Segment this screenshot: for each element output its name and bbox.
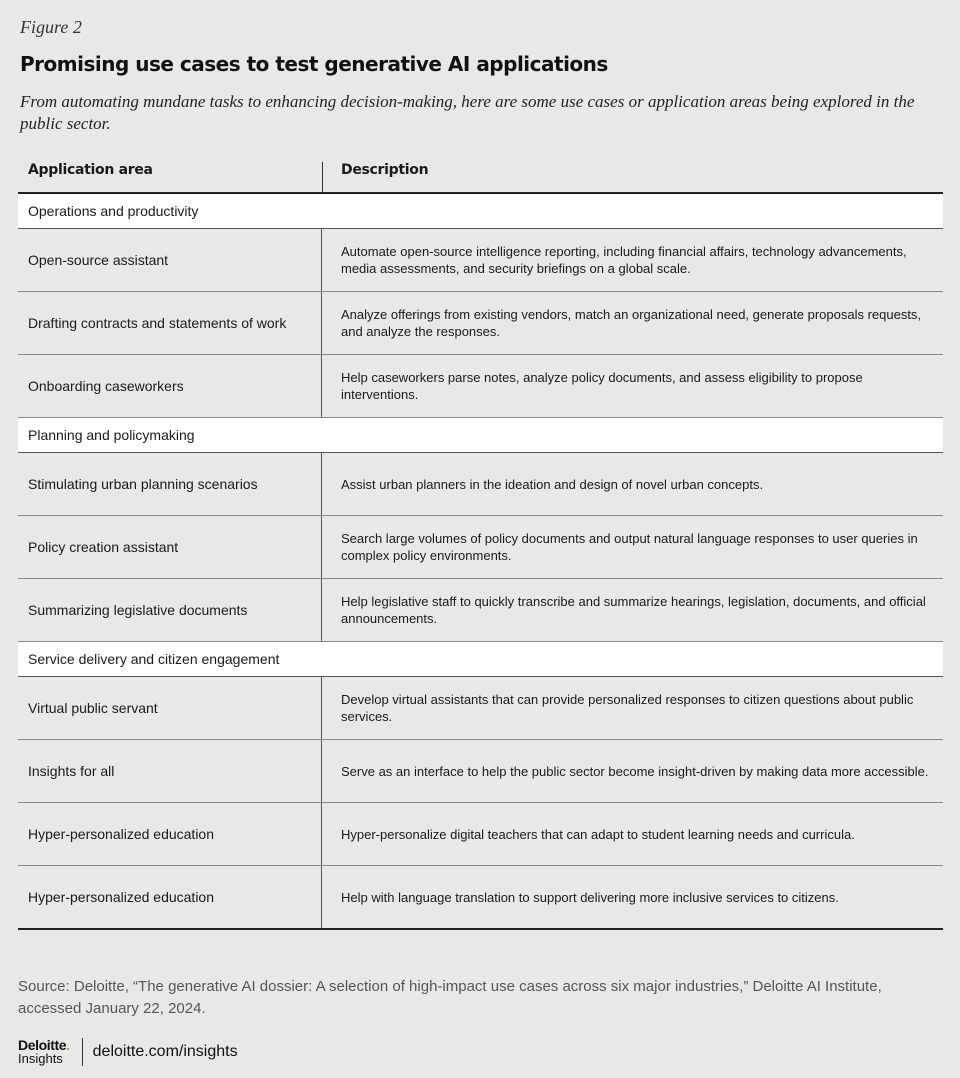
subtitle: From automating mundane tasks to enhancing decision-making, here are some use cases or application areas being explored in the public sector. xyxy=(20,92,915,133)
table-row xyxy=(18,579,943,642)
section-planning-policymaking: Planning and policymaking xyxy=(18,418,943,453)
header-divider xyxy=(322,162,323,192)
table-row xyxy=(18,229,943,292)
deloitte-insights-logo xyxy=(18,1038,70,1066)
table-row xyxy=(18,677,943,740)
row-description: Automate open-source intelligence reporting, including financial affairs, technology advancements, media assessments, and security briefings on a global scale. xyxy=(341,244,907,276)
row-description: Help with language translation to support delivering more inclusive services to citizens. xyxy=(341,889,839,905)
logo-brand xyxy=(18,1038,70,1052)
row-area: Policy creation assistant xyxy=(18,516,322,578)
row-description: Hyper-personalize digital teachers that can adapt to student learning needs and curricula. xyxy=(341,826,855,842)
footer-divider xyxy=(82,1038,83,1066)
row-description: Serve as an interface to help the public sector become insight-driven by making data more accessible. xyxy=(341,763,929,779)
header-application-area: Application area xyxy=(28,162,153,178)
table-row xyxy=(18,803,943,866)
table-row xyxy=(18,355,943,418)
row-area: Drafting contracts and statements of work xyxy=(18,292,322,354)
table-row xyxy=(18,740,943,803)
footer-url[interactable]: deloitte.com/insights xyxy=(92,1043,238,1060)
table-row xyxy=(18,866,943,930)
header-description: Description xyxy=(341,162,429,178)
logo-sub: Insights xyxy=(18,1051,63,1066)
source-note: Source: Deloitte, “The generative AI dossier: A selection of high-impact use cases across six major industries,” Deloitte AI Institute, accessed January 22, 2024. xyxy=(18,978,882,1017)
footer xyxy=(18,1036,238,1068)
logo-dot: . xyxy=(66,1037,70,1053)
row-description: Help caseworkers parse notes, analyze policy documents, and assess eligibility to propose interventions. xyxy=(341,370,863,402)
page-title: Promising use cases to test generative AI applications xyxy=(20,52,608,76)
row-description: Analyze offerings from existing vendors, match an organizational need, generate proposals requests, and analyze the responses. xyxy=(341,307,922,339)
row-description: Search large volumes of policy documents and output natural language responses to user queries in complex policy environments. xyxy=(341,531,918,563)
row-area: Summarizing legislative documents xyxy=(18,579,322,641)
section-service-delivery: Service delivery and citizen engagement xyxy=(18,642,943,677)
table-header xyxy=(18,152,943,194)
row-description: Develop virtual assistants that can provide personalized responses to citizen questions about public services. xyxy=(341,692,914,724)
row-area: Hyper-personalized education xyxy=(18,866,322,928)
row-description: Assist urban planners in the ideation and design of novel urban concepts. xyxy=(341,476,764,492)
logo-brand-text: Deloitte xyxy=(18,1037,67,1053)
table-row xyxy=(18,453,943,516)
table-row xyxy=(18,292,943,355)
row-area: Open-source assistant xyxy=(18,229,322,291)
row-area: Hyper-personalized education xyxy=(18,803,322,865)
use-cases-table xyxy=(18,152,943,930)
table-row xyxy=(18,516,943,579)
row-area: Virtual public servant xyxy=(18,677,322,739)
figure-label: Figure 2 xyxy=(20,17,82,37)
row-description: Help legislative staff to quickly transcribe and summarize hearings, legislation, documents, and official announcements. xyxy=(341,594,926,626)
row-area: Onboarding caseworkers xyxy=(18,355,322,417)
row-area: Stimulating urban planning scenarios xyxy=(18,453,322,515)
section-operations-productivity: Operations and productivity xyxy=(18,194,943,229)
row-area: Insights for all xyxy=(18,740,322,802)
